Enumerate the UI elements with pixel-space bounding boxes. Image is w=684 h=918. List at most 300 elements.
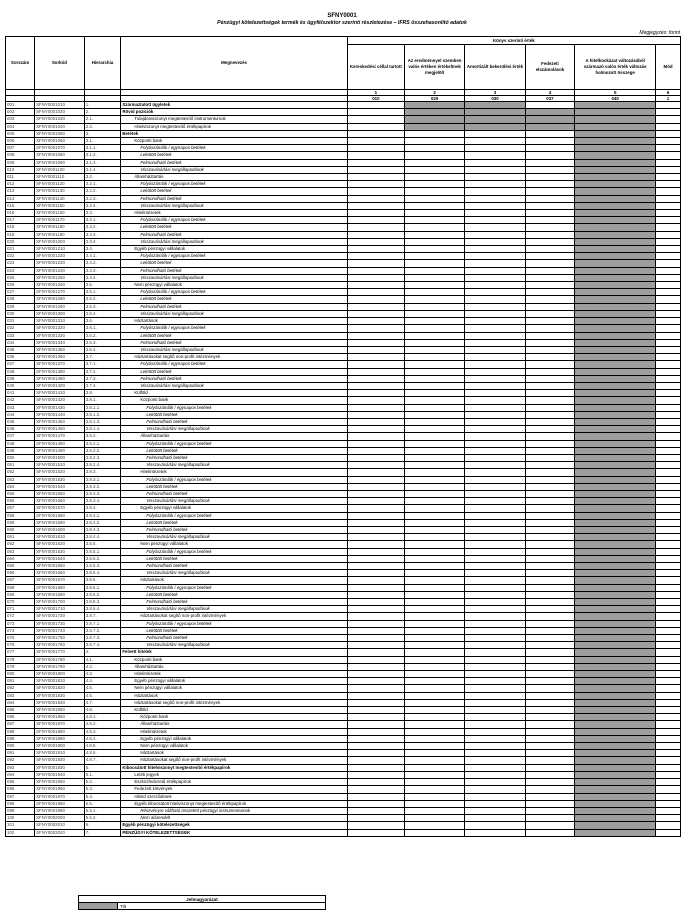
value-cell[interactable] — [465, 224, 525, 231]
value-cell[interactable] — [465, 210, 525, 217]
value-cell[interactable] — [404, 606, 464, 613]
mode-cell[interactable] — [656, 490, 681, 497]
mode-cell[interactable] — [656, 390, 681, 397]
value-cell[interactable] — [525, 166, 575, 173]
value-cell[interactable] — [404, 771, 464, 778]
value-cell[interactable] — [525, 743, 575, 750]
value-cell[interactable] — [404, 217, 464, 224]
value-cell[interactable] — [525, 447, 575, 454]
value-cell[interactable] — [525, 282, 575, 289]
value-cell[interactable] — [404, 325, 464, 332]
value-cell[interactable] — [404, 642, 464, 649]
value-cell[interactable] — [404, 822, 464, 829]
mode-cell[interactable] — [656, 476, 681, 483]
value-cell[interactable] — [525, 505, 575, 512]
value-cell[interactable] — [404, 678, 464, 685]
value-cell[interactable] — [465, 534, 525, 541]
value-cell[interactable] — [404, 267, 464, 274]
value-cell[interactable] — [404, 238, 464, 245]
value-cell[interactable] — [525, 159, 575, 166]
value-cell[interactable] — [347, 123, 404, 130]
value-cell[interactable] — [465, 606, 525, 613]
value-cell[interactable] — [525, 289, 575, 296]
value-cell[interactable] — [525, 404, 575, 411]
value-cell[interactable] — [404, 361, 464, 368]
value-cell[interactable] — [525, 635, 575, 642]
value-cell[interactable] — [347, 368, 404, 375]
value-cell[interactable] — [465, 793, 525, 800]
value-cell[interactable] — [465, 526, 525, 533]
mode-cell[interactable] — [656, 202, 681, 209]
mode-cell[interactable] — [656, 339, 681, 346]
value-cell[interactable] — [465, 627, 525, 634]
mode-cell[interactable] — [656, 303, 681, 310]
value-cell[interactable] — [525, 563, 575, 570]
value-cell[interactable] — [465, 714, 525, 721]
mode-cell[interactable] — [656, 217, 681, 224]
value-cell[interactable] — [525, 678, 575, 685]
value-cell[interactable] — [525, 202, 575, 209]
value-cell[interactable] — [465, 649, 525, 656]
value-cell[interactable] — [465, 591, 525, 598]
value-cell[interactable] — [465, 339, 525, 346]
mode-cell[interactable] — [656, 418, 681, 425]
value-cell[interactable] — [347, 469, 404, 476]
value-cell[interactable] — [465, 498, 525, 505]
value-cell[interactable] — [404, 296, 464, 303]
value-cell[interactable] — [465, 735, 525, 742]
value-cell[interactable] — [347, 462, 404, 469]
mode-cell[interactable] — [656, 678, 681, 685]
value-cell[interactable] — [525, 368, 575, 375]
value-cell[interactable] — [525, 440, 575, 447]
value-cell[interactable] — [404, 519, 464, 526]
mode-cell[interactable] — [656, 757, 681, 764]
value-cell[interactable] — [404, 714, 464, 721]
value-cell[interactable] — [404, 202, 464, 209]
value-cell[interactable] — [525, 584, 575, 591]
value-cell[interactable] — [347, 296, 404, 303]
value-cell[interactable] — [465, 822, 525, 829]
value-cell[interactable] — [404, 548, 464, 555]
value-cell[interactable] — [465, 469, 525, 476]
value-cell[interactable] — [347, 555, 404, 562]
value-cell[interactable] — [404, 303, 464, 310]
value-cell[interactable] — [465, 563, 525, 570]
value-cell[interactable] — [347, 238, 404, 245]
value-cell[interactable] — [404, 195, 464, 202]
value-cell[interactable] — [465, 447, 525, 454]
value-cell[interactable] — [525, 253, 575, 260]
value-cell[interactable] — [465, 138, 525, 145]
value-cell[interactable] — [525, 274, 575, 281]
value-cell[interactable] — [347, 217, 404, 224]
value-cell[interactable] — [465, 786, 525, 793]
value-cell[interactable] — [525, 764, 575, 771]
value-cell[interactable] — [525, 800, 575, 807]
value-cell[interactable] — [465, 707, 525, 714]
value-cell[interactable] — [465, 656, 525, 663]
value-cell[interactable] — [347, 570, 404, 577]
mode-cell[interactable] — [656, 743, 681, 750]
value-cell[interactable] — [404, 260, 464, 267]
value-cell[interactable] — [525, 577, 575, 584]
value-cell[interactable] — [465, 721, 525, 728]
value-cell[interactable] — [465, 231, 525, 238]
mode-cell[interactable] — [656, 685, 681, 692]
value-cell[interactable] — [347, 649, 404, 656]
value-cell[interactable] — [404, 224, 464, 231]
value-cell[interactable] — [465, 779, 525, 786]
value-cell[interactable] — [404, 613, 464, 620]
value-cell[interactable] — [465, 584, 525, 591]
value-cell[interactable] — [347, 418, 404, 425]
value-cell[interactable] — [347, 519, 404, 526]
value-cell[interactable] — [525, 318, 575, 325]
value-cell[interactable] — [465, 274, 525, 281]
value-cell[interactable] — [465, 325, 525, 332]
mode-cell[interactable] — [656, 620, 681, 627]
mode-cell[interactable] — [656, 375, 681, 382]
value-cell[interactable] — [465, 282, 525, 289]
value-cell[interactable] — [404, 318, 464, 325]
value-cell[interactable] — [347, 714, 404, 721]
value-cell[interactable] — [404, 368, 464, 375]
value-cell[interactable] — [347, 390, 404, 397]
value-cell[interactable] — [347, 526, 404, 533]
value-cell[interactable] — [404, 635, 464, 642]
value-cell[interactable] — [525, 512, 575, 519]
value-cell[interactable] — [465, 476, 525, 483]
value-cell[interactable] — [465, 512, 525, 519]
value-cell[interactable] — [404, 159, 464, 166]
value-cell[interactable] — [525, 152, 575, 159]
mode-cell[interactable] — [656, 433, 681, 440]
value-cell[interactable] — [465, 368, 525, 375]
mode-cell[interactable] — [656, 548, 681, 555]
mode-cell[interactable] — [656, 354, 681, 361]
mode-cell[interactable] — [656, 570, 681, 577]
mode-cell[interactable] — [656, 635, 681, 642]
value-cell[interactable] — [404, 289, 464, 296]
value-cell[interactable] — [347, 584, 404, 591]
value-cell[interactable] — [525, 815, 575, 822]
value-cell[interactable] — [404, 707, 464, 714]
value-cell[interactable] — [404, 757, 464, 764]
value-cell[interactable] — [347, 404, 404, 411]
mode-cell[interactable] — [656, 692, 681, 699]
value-cell[interactable] — [347, 274, 404, 281]
value-cell[interactable] — [525, 642, 575, 649]
mode-cell[interactable] — [656, 786, 681, 793]
value-cell[interactable] — [404, 599, 464, 606]
mode-cell[interactable] — [656, 750, 681, 757]
value-cell[interactable] — [347, 692, 404, 699]
value-cell[interactable] — [404, 447, 464, 454]
value-cell[interactable] — [347, 620, 404, 627]
value-cell[interactable] — [465, 433, 525, 440]
mode-cell[interactable] — [656, 555, 681, 562]
mode-cell[interactable] — [656, 519, 681, 526]
mode-cell[interactable] — [656, 671, 681, 678]
value-cell[interactable] — [465, 174, 525, 181]
value-cell[interactable] — [465, 361, 525, 368]
mode-cell[interactable] — [656, 498, 681, 505]
mode-cell[interactable] — [656, 606, 681, 613]
value-cell[interactable] — [465, 800, 525, 807]
value-cell[interactable] — [347, 793, 404, 800]
value-cell[interactable] — [347, 699, 404, 706]
value-cell[interactable] — [465, 699, 525, 706]
value-cell[interactable] — [465, 418, 525, 425]
value-cell[interactable] — [404, 793, 464, 800]
mode-cell[interactable] — [656, 714, 681, 721]
value-cell[interactable] — [525, 627, 575, 634]
value-cell[interactable] — [465, 397, 525, 404]
value-cell[interactable] — [404, 210, 464, 217]
value-cell[interactable] — [525, 339, 575, 346]
value-cell[interactable] — [404, 743, 464, 750]
value-cell[interactable] — [347, 440, 404, 447]
value-cell[interactable] — [465, 692, 525, 699]
mode-cell[interactable] — [656, 310, 681, 317]
mode-cell[interactable] — [656, 181, 681, 188]
value-cell[interactable] — [347, 102, 404, 109]
value-cell[interactable] — [404, 786, 464, 793]
value-cell[interactable] — [404, 145, 464, 152]
value-cell[interactable] — [347, 728, 404, 735]
mode-cell[interactable] — [656, 627, 681, 634]
value-cell[interactable] — [525, 411, 575, 418]
mode-cell[interactable] — [656, 483, 681, 490]
value-cell[interactable] — [465, 685, 525, 692]
value-cell[interactable] — [465, 195, 525, 202]
value-cell[interactable] — [525, 238, 575, 245]
mode-cell[interactable] — [656, 440, 681, 447]
value-cell[interactable] — [465, 757, 525, 764]
value-cell[interactable] — [404, 246, 464, 253]
mode-cell[interactable] — [656, 332, 681, 339]
value-cell[interactable] — [404, 800, 464, 807]
value-cell[interactable] — [347, 678, 404, 685]
value-cell[interactable] — [404, 426, 464, 433]
value-cell[interactable] — [347, 109, 404, 116]
value-cell[interactable] — [404, 627, 464, 634]
value-cell[interactable] — [347, 246, 404, 253]
value-cell[interactable] — [347, 779, 404, 786]
mode-cell[interactable] — [656, 512, 681, 519]
value-cell[interactable] — [404, 807, 464, 814]
mode-cell[interactable] — [656, 282, 681, 289]
value-cell[interactable] — [525, 231, 575, 238]
value-cell[interactable] — [347, 454, 404, 461]
mode-cell[interactable] — [656, 397, 681, 404]
mode-cell[interactable] — [656, 145, 681, 152]
value-cell[interactable] — [347, 152, 404, 159]
value-cell[interactable] — [404, 505, 464, 512]
value-cell[interactable] — [525, 102, 575, 109]
value-cell[interactable] — [465, 642, 525, 649]
value-cell[interactable] — [404, 584, 464, 591]
mode-cell[interactable] — [656, 116, 681, 123]
value-cell[interactable] — [525, 246, 575, 253]
mode-cell[interactable] — [656, 534, 681, 541]
value-cell[interactable] — [465, 267, 525, 274]
value-cell[interactable] — [465, 289, 525, 296]
value-cell[interactable] — [525, 606, 575, 613]
value-cell[interactable] — [465, 440, 525, 447]
value-cell[interactable] — [465, 815, 525, 822]
value-cell[interactable] — [525, 181, 575, 188]
mode-cell[interactable] — [656, 779, 681, 786]
value-cell[interactable] — [525, 750, 575, 757]
value-cell[interactable] — [525, 145, 575, 152]
value-cell[interactable] — [525, 267, 575, 274]
value-cell[interactable] — [465, 202, 525, 209]
value-cell[interactable] — [525, 613, 575, 620]
mode-cell[interactable] — [656, 174, 681, 181]
value-cell[interactable] — [404, 541, 464, 548]
value-cell[interactable] — [347, 490, 404, 497]
value-cell[interactable] — [465, 188, 525, 195]
value-cell[interactable] — [404, 764, 464, 771]
mode-cell[interactable] — [656, 123, 681, 130]
value-cell[interactable] — [404, 354, 464, 361]
value-cell[interactable] — [347, 707, 404, 714]
value-cell[interactable] — [404, 282, 464, 289]
value-cell[interactable] — [404, 181, 464, 188]
value-cell[interactable] — [465, 145, 525, 152]
value-cell[interactable] — [347, 195, 404, 202]
mode-cell[interactable] — [656, 591, 681, 598]
mode-cell[interactable] — [656, 253, 681, 260]
value-cell[interactable] — [347, 253, 404, 260]
value-cell[interactable] — [465, 743, 525, 750]
value-cell[interactable] — [404, 382, 464, 389]
value-cell[interactable] — [347, 174, 404, 181]
value-cell[interactable] — [525, 656, 575, 663]
value-cell[interactable] — [525, 757, 575, 764]
value-cell[interactable] — [347, 426, 404, 433]
value-cell[interactable] — [465, 375, 525, 382]
value-cell[interactable] — [525, 382, 575, 389]
value-cell[interactable] — [525, 822, 575, 829]
value-cell[interactable] — [404, 440, 464, 447]
value-cell[interactable] — [347, 325, 404, 332]
mode-cell[interactable] — [656, 771, 681, 778]
value-cell[interactable] — [525, 490, 575, 497]
value-cell[interactable] — [347, 260, 404, 267]
mode-cell[interactable] — [656, 613, 681, 620]
value-cell[interactable] — [347, 599, 404, 606]
mode-cell[interactable] — [656, 224, 681, 231]
value-cell[interactable] — [347, 743, 404, 750]
value-cell[interactable] — [347, 267, 404, 274]
value-cell[interactable] — [404, 339, 464, 346]
mode-cell[interactable] — [656, 426, 681, 433]
value-cell[interactable] — [404, 728, 464, 735]
mode-cell[interactable] — [656, 231, 681, 238]
value-cell[interactable] — [525, 426, 575, 433]
value-cell[interactable] — [347, 231, 404, 238]
mode-cell[interactable] — [656, 462, 681, 469]
value-cell[interactable] — [465, 613, 525, 620]
value-cell[interactable] — [465, 519, 525, 526]
value-cell[interactable] — [347, 339, 404, 346]
value-cell[interactable] — [404, 483, 464, 490]
mode-cell[interactable] — [656, 563, 681, 570]
value-cell[interactable] — [525, 548, 575, 555]
value-cell[interactable] — [465, 310, 525, 317]
mode-cell[interactable] — [656, 188, 681, 195]
value-cell[interactable] — [525, 454, 575, 461]
value-cell[interactable] — [465, 548, 525, 555]
value-cell[interactable] — [465, 599, 525, 606]
value-cell[interactable] — [404, 166, 464, 173]
value-cell[interactable] — [347, 318, 404, 325]
value-cell[interactable] — [347, 505, 404, 512]
value-cell[interactable] — [404, 418, 464, 425]
mode-cell[interactable] — [656, 411, 681, 418]
value-cell[interactable] — [465, 829, 525, 836]
value-cell[interactable] — [404, 570, 464, 577]
mode-cell[interactable] — [656, 318, 681, 325]
value-cell[interactable] — [525, 188, 575, 195]
mode-cell[interactable] — [656, 656, 681, 663]
value-cell[interactable] — [465, 454, 525, 461]
value-cell[interactable] — [347, 735, 404, 742]
value-cell[interactable] — [347, 606, 404, 613]
value-cell[interactable] — [347, 483, 404, 490]
value-cell[interactable] — [404, 534, 464, 541]
mode-cell[interactable] — [656, 505, 681, 512]
value-cell[interactable] — [347, 166, 404, 173]
value-cell[interactable] — [404, 649, 464, 656]
value-cell[interactable] — [404, 829, 464, 836]
value-cell[interactable] — [465, 253, 525, 260]
mode-cell[interactable] — [656, 159, 681, 166]
mode-cell[interactable] — [656, 361, 681, 368]
mode-cell[interactable] — [656, 735, 681, 742]
mode-cell[interactable] — [656, 238, 681, 245]
value-cell[interactable] — [465, 260, 525, 267]
mode-cell[interactable] — [656, 829, 681, 836]
value-cell[interactable] — [465, 318, 525, 325]
mode-cell[interactable] — [656, 447, 681, 454]
value-cell[interactable] — [465, 181, 525, 188]
value-cell[interactable] — [347, 563, 404, 570]
value-cell[interactable] — [465, 296, 525, 303]
value-cell[interactable] — [404, 253, 464, 260]
mode-cell[interactable] — [656, 138, 681, 145]
value-cell[interactable] — [404, 656, 464, 663]
value-cell[interactable] — [525, 649, 575, 656]
value-cell[interactable] — [465, 764, 525, 771]
value-cell[interactable] — [465, 426, 525, 433]
value-cell[interactable] — [347, 627, 404, 634]
mode-cell[interactable] — [656, 195, 681, 202]
value-cell[interactable] — [404, 620, 464, 627]
value-cell[interactable] — [525, 354, 575, 361]
value-cell[interactable] — [347, 188, 404, 195]
mode-cell[interactable] — [656, 404, 681, 411]
value-cell[interactable] — [347, 116, 404, 123]
value-cell[interactable] — [525, 325, 575, 332]
value-cell[interactable] — [404, 188, 464, 195]
value-cell[interactable] — [347, 541, 404, 548]
value-cell[interactable] — [525, 138, 575, 145]
mode-cell[interactable] — [656, 267, 681, 274]
